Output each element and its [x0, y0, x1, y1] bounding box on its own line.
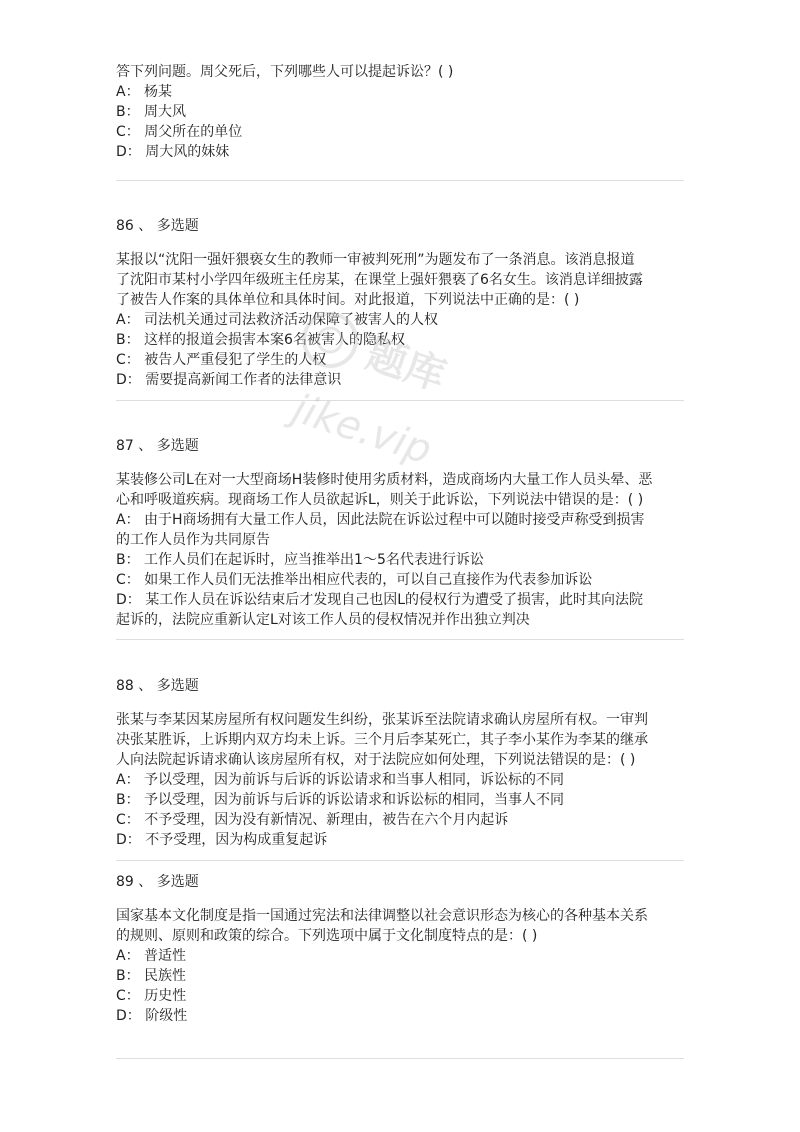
option-c: C： 周父所在的单位	[116, 124, 243, 140]
option-c: C： 如果工作人员们无法推举出相应代表的，可以自己直接作为代表参加诉讼	[116, 572, 593, 588]
divider	[116, 860, 684, 861]
option-b: B： 这样的报道会损害本案6名被害人的隐私权	[116, 332, 405, 348]
question-87	[116, 436, 684, 630]
watermark-url: jike.vip	[286, 385, 438, 474]
option-b: B： 予以受理，因为前诉与后诉的诉讼请求和诉讼标的相同，当事人不同	[116, 792, 565, 808]
option-b: B： 工作人员们在起诉时，应当推举出1～5名代表进行诉讼	[116, 552, 484, 568]
question-88	[116, 676, 684, 850]
option-d-continued: 起诉的，法院应重新认定L对该工作人员的侵权情况并作出独立判决	[116, 612, 530, 628]
question-stem-line: 某装修公司L在对一大型商场H装修时使用劣质材料，造成商场内大量工作人员头晕、恶	[116, 472, 653, 488]
question-stem-line: 张某与李某因某房屋所有权问题发生纠纷，张某诉至法院请求确认房屋所有权。一审判	[116, 712, 648, 728]
option-a: A： 司法机关通过司法救济活动保障了被害人的人权	[116, 312, 439, 328]
question-stem-line: 决张某胜诉，上诉期内双方均未上诉。三个月后李某死亡，其子李小某作为李某的继承	[116, 732, 648, 748]
divider	[116, 1058, 684, 1059]
option-d: D： 阶级性	[116, 1008, 188, 1024]
question-stem-line: 心和呼吸道疾病。现商场工作人员欲起诉L，则关于此诉讼，下列说法中错误的是：( )	[116, 492, 644, 508]
option-a: A： 由于H商场拥有大量工作人员，因此法院在诉讼过程中可以随时接受声称受到损害	[116, 512, 645, 528]
question-stem-line: 某报以“沈阳一强奸猥亵女生的教师一审被判死刑”为题发布了一条消息。该消息报道	[116, 252, 635, 268]
question-header: 86 、 多选题	[116, 218, 199, 234]
divider	[116, 400, 684, 401]
option-b: B： 民族性	[116, 968, 187, 984]
question-85-tail	[116, 62, 684, 162]
question-stem-line: 的规则、原则和政策的综合。下列选项中属于文化制度特点的是：( )	[116, 928, 538, 944]
option-d: D： 需要提高新闻工作者的法律意识	[116, 372, 342, 388]
option-a: A： 予以受理，因为前诉与后诉的诉讼请求和当事人相同，诉讼标的不同	[116, 772, 565, 788]
watermark-cn: 题库	[360, 331, 451, 400]
question-header: 89 、 多选题	[116, 874, 199, 890]
divider	[116, 639, 684, 640]
option-a-continued: 的工作人员作为共同原告	[116, 532, 270, 548]
option-a: A： 普适性	[116, 948, 187, 964]
divider	[116, 180, 684, 181]
question-stem-line: 了被告人作案的具体单位和具体时间。对此报道，下列说法中正确的是：( )	[116, 292, 580, 308]
option-d: D： 不予受理，因为构成重复起诉	[116, 832, 328, 848]
option-d: D： 周大风的妹妹	[116, 144, 230, 160]
question-header: 88 、 多选题	[116, 678, 199, 694]
question-stem: 答下列问题。周父死后，下列哪些人可以提起诉讼？( )	[116, 64, 454, 80]
question-stem-line: 了沈阳市某村小学四年级班主任房某，在课堂上强奸猥亵了6名女生。该消息详细披露	[116, 272, 643, 288]
option-c: C： 被告人严重侵犯了学生的人权	[116, 352, 327, 368]
option-b: B： 周大风	[116, 104, 187, 120]
option-a: A： 杨某	[116, 84, 173, 100]
option-d: D： 某工作人员在诉讼结束后才发现自己也因L的侵权行为遭受了损害，此时其向法院	[116, 592, 644, 608]
question-header: 87 、 多选题	[116, 438, 199, 454]
question-89	[116, 872, 684, 1026]
question-stem-line: 国家基本文化制度是指一国通过宪法和法律调整以社会意识形态为核心的各种基本关系	[116, 908, 648, 924]
option-c: C： 历史性	[116, 988, 187, 1004]
option-c: C： 不予受理，因为没有新情况、新理由，被告在六个月内起诉	[116, 812, 509, 828]
question-86	[116, 216, 684, 390]
question-stem-line: 人向法院起诉请求确认该房屋所有权，对于法院应如何处理，下列说法错误的是：( )	[116, 752, 636, 768]
